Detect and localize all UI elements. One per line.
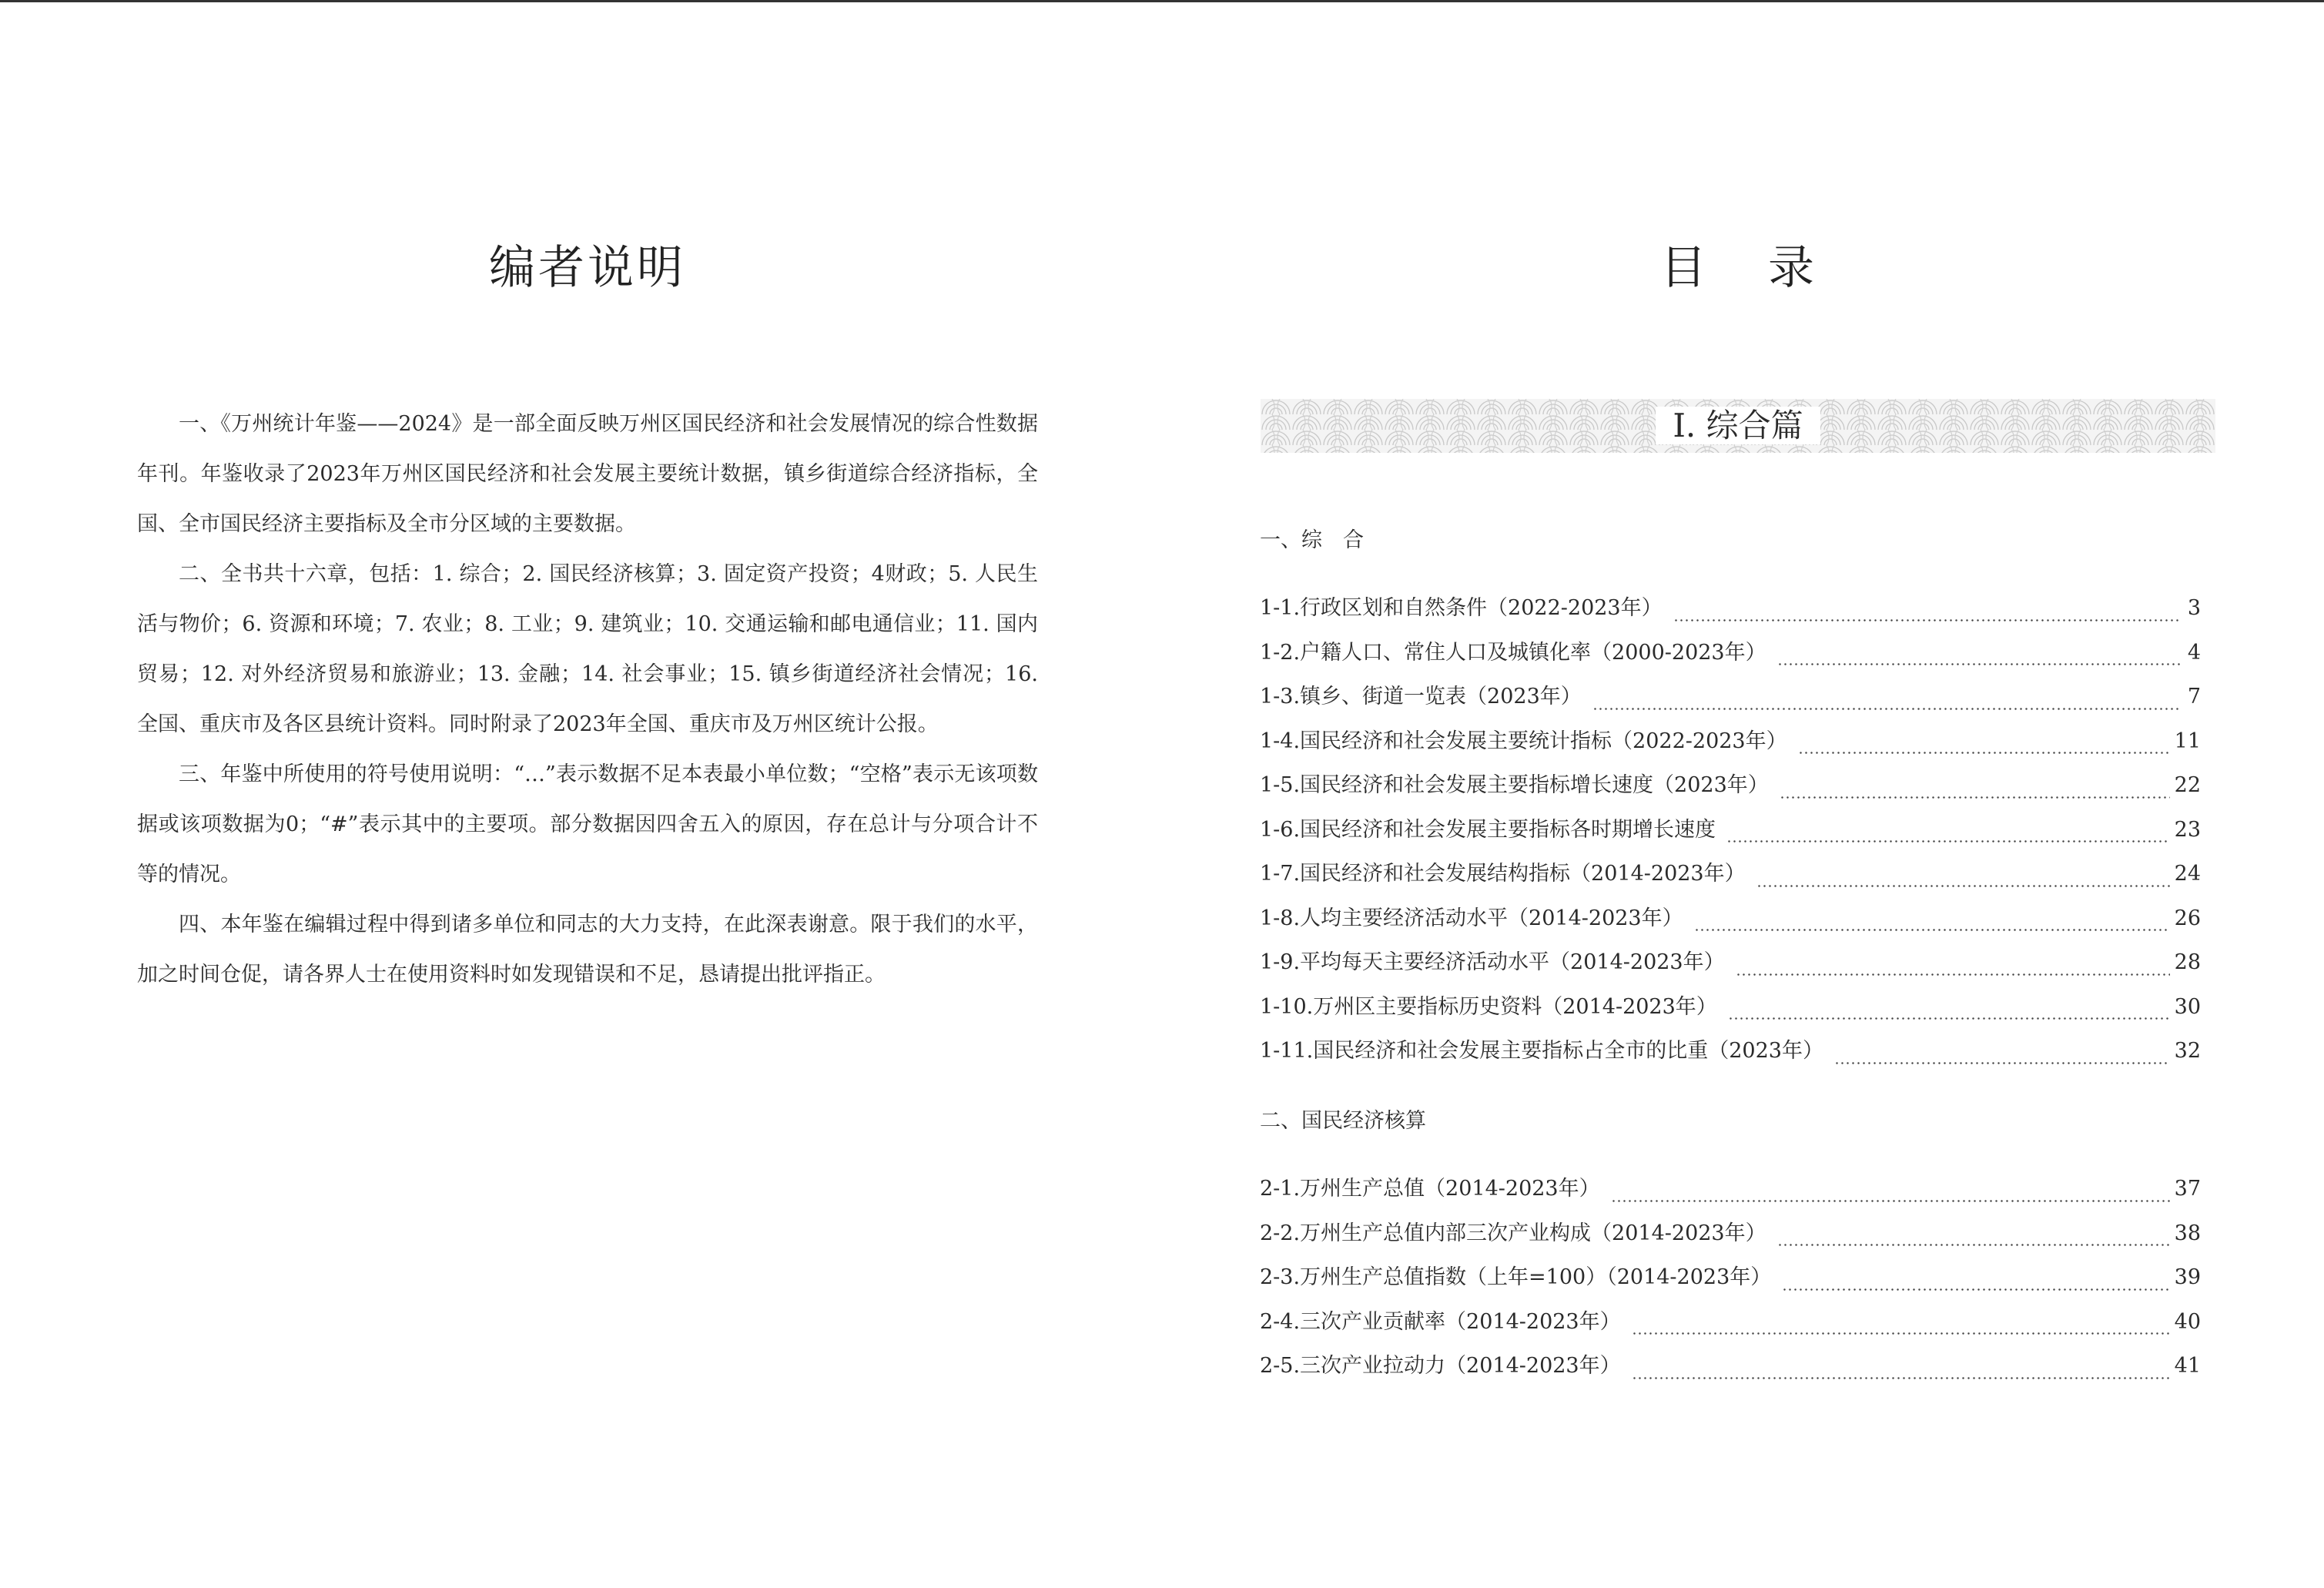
- section-banner-label: [1261, 399, 2215, 453]
- toc-entry-title: 2-5.三次产业拉动力（2014-2023年）: [1260, 1354, 1621, 1378]
- toc-entry[interactable]: [1260, 635, 2201, 680]
- toc-dot-leader: [1632, 1332, 2170, 1335]
- toc-dot-leader: [1592, 708, 2181, 710]
- toc-group-title: 二、国民经济核算: [1260, 1109, 1426, 1133]
- toc-entry-title: 2-1.万州生产总值（2014-2023年）: [1260, 1177, 1600, 1201]
- toc-dot-leader: [1777, 663, 2181, 665]
- preface-paragraph-4: 四、本年鉴在编辑过程中得到诸多单位和同志的大力支持，在此深表谢意。限于我们的水平，加之时间仓促，请各界人士在使用资料时如发现错误和不足，恳请提出批评指正。: [137, 913, 1038, 987]
- toc-entry-title: 2-3.万州生产总值指数（上年=100）（2014-2023年）: [1260, 1265, 1772, 1289]
- toc-group-title: 一、综 合: [1260, 528, 1364, 552]
- toc-entry[interactable]: [1260, 945, 2201, 990]
- section-banner: [1261, 399, 2215, 453]
- toc-entry[interactable]: [1260, 591, 2201, 635]
- toc-page-number: 32: [2174, 1039, 2201, 1063]
- preface-title: 编者说明: [489, 241, 686, 295]
- toc-entry[interactable]: [1260, 1216, 2201, 1261]
- preface-body: [137, 399, 1038, 1000]
- toc-page-number: 11: [2174, 729, 2201, 753]
- toc-dot-leader: [1632, 1377, 2170, 1379]
- toc-page-number: 37: [2174, 1177, 2201, 1201]
- toc-group-1: [1260, 525, 2201, 1078]
- preface-paragraph-3: 三、年鉴中所使用的符号使用说明：“…”表示数据不足本表最小单位数；“空格”表示无该项数据或该项数据为0；“#”表示其中的主要项。部分数据因四舍五入的原因，存在总计与分项合计不等的情况。: [137, 762, 1038, 886]
- toc-page-number: 30: [2174, 994, 2201, 1019]
- toc-entry-title: 1-1.行政区划和自然条件（2022-2023年）: [1260, 596, 1663, 620]
- toc-entry[interactable]: [1260, 1305, 2201, 1349]
- toc-list: [1260, 1171, 2201, 1393]
- toc-entry-title: 1-11.国民经济和社会发展主要指标占全市的比重（2023年）: [1260, 1039, 1823, 1063]
- toc-entry[interactable]: [1260, 1171, 2201, 1216]
- preface-paragraph-1: 一、《万州统计年鉴——2024》是一部全面反映万州区国民经济和社会发展情况的综合性数据年刊。年鉴收录了2023年万州区国民经济和社会发展主要统计数据，镇乡街道综合经济指标，全国、全市国民经济主要指标及全市分区域的主要数据。: [137, 412, 1038, 536]
- toc-dot-leader: [1834, 1062, 2170, 1064]
- toc-page-number: 23: [2174, 817, 2201, 842]
- toc-entry[interactable]: [1260, 812, 2201, 857]
- toc-dot-leader: [1782, 1288, 2169, 1291]
- toc-entry[interactable]: [1260, 1034, 2201, 1078]
- toc-dot-leader: [1673, 619, 2181, 621]
- toc-page-number: 39: [2174, 1265, 2201, 1289]
- toc-entry-title: 1-10.万州区主要指标历史资料（2014-2023年）: [1260, 994, 1717, 1019]
- left-page-preface: [137, 0, 1038, 1588]
- toc-entry-title: 1-3.镇乡、街道一览表（2023年）: [1260, 685, 1582, 709]
- toc-page-number: 4: [2187, 640, 2201, 665]
- toc-entry[interactable]: [1260, 901, 2201, 946]
- toc-dot-leader: [1798, 752, 2170, 754]
- toc-page-number: 24: [2174, 862, 2201, 886]
- toc-page-number: 7: [2187, 685, 2201, 709]
- toc-entry[interactable]: [1260, 856, 2201, 901]
- toc-dot-leader: [1756, 885, 2170, 887]
- toc-entry[interactable]: [1260, 768, 2201, 812]
- toc-dot-leader: [1694, 929, 2170, 931]
- toc-page-number: 26: [2174, 906, 2201, 930]
- toc-entry[interactable]: [1260, 679, 2201, 724]
- toc-dot-leader: [1780, 796, 2170, 799]
- contents-title-char: 录: [1768, 241, 1814, 295]
- toc-dot-leader: [1726, 840, 2170, 843]
- toc-entry-title: 1-7.国民经济和社会发展结构指标（2014-2023年）: [1260, 862, 1746, 886]
- toc-entry[interactable]: [1260, 1260, 2201, 1305]
- toc-dot-leader: [1777, 1244, 2170, 1246]
- toc-dot-leader: [1736, 973, 2170, 976]
- toc-list: [1260, 591, 2201, 1078]
- toc-entry-title: 1-5.国民经济和社会发展主要指标增长速度（2023年）: [1260, 773, 1769, 797]
- contents-title: [1260, 231, 2215, 297]
- toc-entry-title: 1-8.人均主要经济活动水平（2014-2023年）: [1260, 906, 1683, 930]
- toc-page-number: 40: [2174, 1309, 2201, 1334]
- toc-page-number: 28: [2174, 950, 2201, 974]
- toc-page-number: 41: [2174, 1354, 2201, 1378]
- toc-page-number: 22: [2174, 773, 2201, 797]
- toc-entry-title: 2-4.三次产业贡献率（2014-2023年）: [1260, 1309, 1621, 1334]
- toc-group-2: [1260, 1106, 2201, 1393]
- toc-entry-title: 1-9.平均每天主要经济活动水平（2014-2023年）: [1260, 950, 1725, 974]
- toc-entry-title: 1-6.国民经济和社会发展主要指标各时期增长速度: [1260, 817, 1716, 842]
- toc-dot-leader: [1728, 1017, 2170, 1020]
- toc-entry[interactable]: [1260, 1348, 2201, 1393]
- toc-dot-leader: [1611, 1200, 2170, 1202]
- toc-entry-title: 2-2.万州生产总值内部三次产业构成（2014-2023年）: [1260, 1221, 1766, 1245]
- toc-entry[interactable]: [1260, 990, 2201, 1034]
- toc-entry-title: 1-2.户籍人口、常住人口及城镇化率（2000-2023年）: [1260, 640, 1766, 665]
- toc-page-number: 38: [2174, 1221, 2201, 1245]
- right-page-contents: [1260, 0, 2215, 1588]
- section-banner-text: I. 综合篇: [1656, 407, 1820, 444]
- toc-entry-title: 1-4.国民经济和社会发展主要统计指标（2022-2023年）: [1260, 729, 1787, 753]
- contents-title-char: 目: [1660, 241, 1706, 295]
- toc-page-number: 3: [2187, 596, 2201, 620]
- toc-entry[interactable]: [1260, 724, 2201, 769]
- preface-paragraph-2: 二、全书共十六章，包括：1. 综合；2. 国民经济核算；3. 固定资产投资；4财政；5. 人民生活与物价；6. 资源和环境；7. 农业；8. 工业；9. 建筑业；10. 交通运输和邮电通信业；11. 国内贸易；12. 对外经济贸易和旅游业；13. 金融；14. 社会事业；15. 镇乡街道经济社会情况；16. 全国、重庆市及各区县统计资料。同时附录了2023年全国、重庆市及万州区统计公报。: [137, 562, 1038, 736]
